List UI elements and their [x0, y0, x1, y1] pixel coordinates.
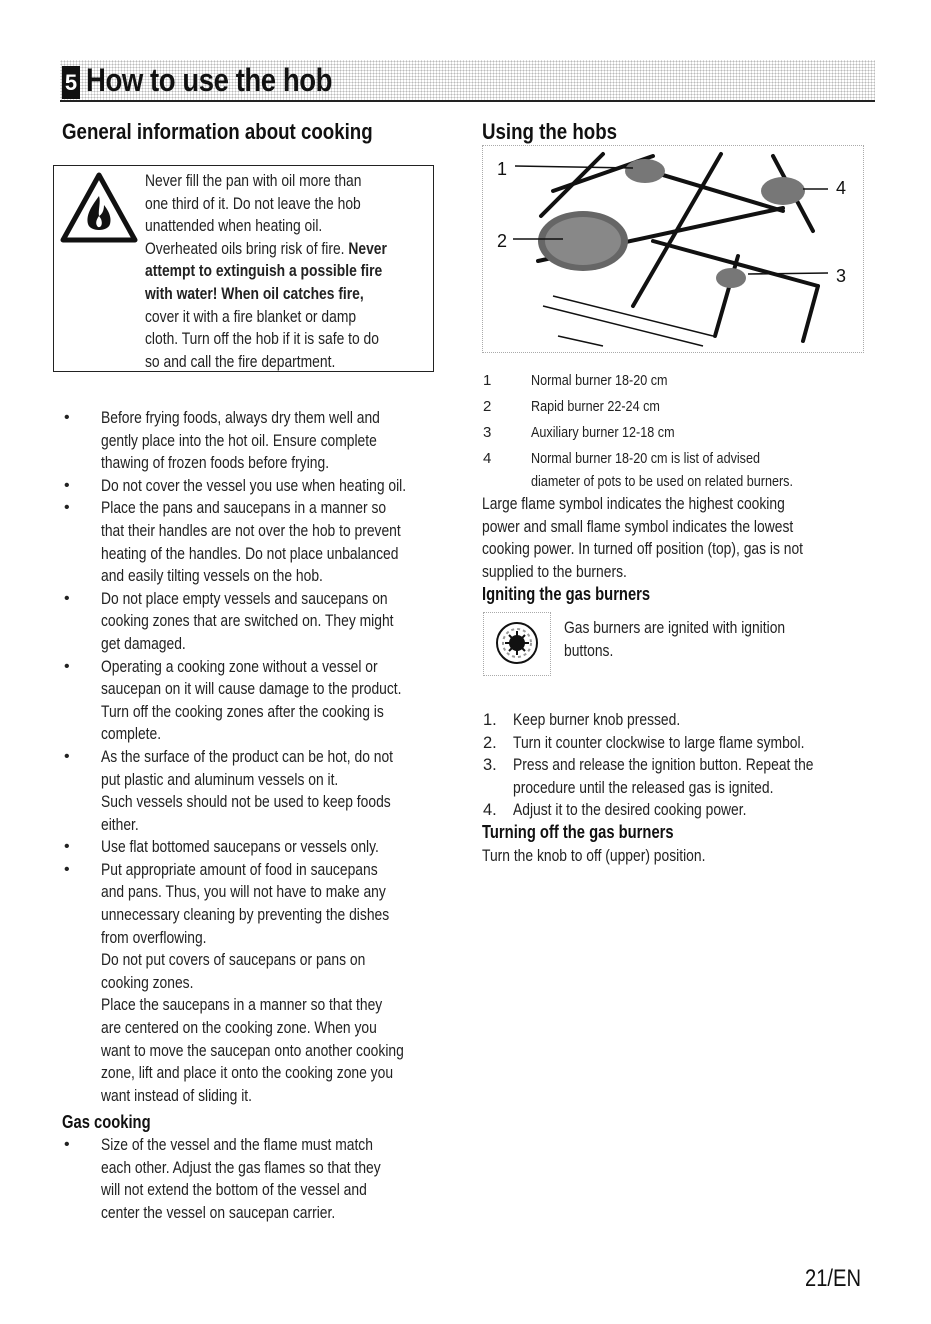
- gas-cooking-heading: Gas cooking: [62, 1112, 151, 1132]
- flame-para-text: supplied to the burners.: [482, 562, 627, 581]
- bullet-line: [101, 814, 462, 837]
- bullet-line: [101, 520, 462, 543]
- bullet-line-text: heating of the handles. Do not place unbalanced: [101, 544, 399, 563]
- bullet-line-text: thawing of frozen foods before frying.: [101, 454, 330, 473]
- igniting-note-line: [564, 617, 864, 640]
- flame-para-line: [482, 561, 872, 584]
- bullet-line-text: Size of the vessel and the flame must match: [101, 1136, 373, 1154]
- bullet-line-text: Place the saucepans in a manner so that they: [101, 996, 383, 1015]
- burner-line-text: diameter of pots to be used on related burners.: [531, 473, 793, 490]
- bullet-line: [101, 407, 462, 430]
- burner-line: [531, 368, 873, 394]
- bullet-line-text: each other. Adjust the gas flames so that they: [101, 1158, 381, 1177]
- bullet-line: [101, 565, 462, 588]
- bullet-line: [101, 588, 462, 611]
- bullet-line-text: Before frying foods, always dry them well and: [101, 409, 380, 427]
- ignition-icon-box: [483, 612, 551, 676]
- warning-line-text: cover it with a fire blanket or damp: [145, 307, 357, 326]
- bullet-line: [101, 949, 462, 972]
- warning-line: [145, 328, 435, 351]
- fire-warning-box: [53, 165, 434, 372]
- bullet-line-text: unnecessary cleaning by preventing the dishes: [101, 906, 390, 925]
- ignition-step: [483, 709, 873, 732]
- bullet-line: [101, 1134, 462, 1157]
- bullet-line: [101, 452, 462, 475]
- bullet-item: [62, 859, 462, 1108]
- bullet-line: [101, 678, 462, 701]
- igniting-heading: Igniting the gas burners: [482, 584, 651, 604]
- bullet-line: [101, 723, 462, 746]
- bullet-line-text: gently place into the hot oil. Ensure complete: [101, 431, 377, 450]
- warning-text: [145, 170, 435, 373]
- bullet-line-text: zone, lift and place it onto the cooking zone you: [101, 1064, 394, 1083]
- bullet-line: [101, 746, 462, 769]
- step-line-text: Keep burner knob pressed.: [513, 711, 681, 729]
- burner-legend-item: [483, 446, 873, 492]
- burner-line-text: Normal burner 18-20 cm is list of advised: [531, 450, 760, 467]
- bullet-line-text: and pans. Thus, you will not have to make any: [101, 883, 386, 902]
- bullet-line-text: cooking zones.: [101, 973, 194, 992]
- igniting-note-line: [564, 640, 864, 663]
- bullet-line-text: want instead of sliding it.: [101, 1086, 253, 1105]
- warning-line: [145, 306, 435, 329]
- warning-line-tail: When oil catches fire,: [217, 284, 364, 303]
- step-line: [513, 709, 873, 732]
- warning-line: [145, 193, 435, 216]
- burner-legend-item: [483, 368, 873, 394]
- gas-cooking-bullet-list: [62, 1134, 462, 1224]
- bullet-line: [101, 994, 462, 1017]
- bullet-line-text: either.: [101, 815, 139, 834]
- step-number: 2.: [483, 733, 497, 752]
- bullet-line: [101, 904, 462, 927]
- step-line: [513, 754, 873, 777]
- turning-off-heading: Turning off the gas burners: [482, 822, 674, 842]
- bullet-line-text: put plastic and aluminum vessels on it.: [101, 770, 339, 789]
- bullet-line-text: Do not put covers of saucepans or pans on: [101, 951, 366, 970]
- bullet-line-text: from overflowing.: [101, 928, 207, 947]
- burner-line: [531, 446, 873, 472]
- bullet-line: [101, 859, 462, 882]
- bullet-line: [101, 1017, 462, 1040]
- bullet-line: [101, 543, 462, 566]
- warning-line-text: unattended when heating oil.: [145, 217, 323, 236]
- burner-number: 3: [483, 424, 492, 441]
- bullet-line: [101, 769, 462, 792]
- step-line-text: procedure until the released gas is ignited.: [513, 778, 774, 797]
- bullet-line: [101, 430, 462, 453]
- step-line: [513, 777, 873, 800]
- fire-warning-icon: [60, 172, 138, 244]
- burner-number: 1: [483, 372, 492, 389]
- bullet-line-text: want to move the saucepan onto another cooking: [101, 1041, 404, 1060]
- step-line: [513, 732, 873, 755]
- bullet-line: [101, 1085, 462, 1108]
- bullet-line: [101, 1040, 462, 1063]
- burner-number: 2: [483, 398, 492, 415]
- bullet-line-text: Place the pans and saucepans in a manner so: [101, 499, 387, 518]
- warning-line-text: cloth. Turn off the hob if it is safe to do: [145, 330, 379, 349]
- section-header: [60, 60, 875, 102]
- ignition-step: [483, 754, 873, 799]
- flame-symbol-paragraph: [482, 493, 872, 583]
- warning-line-text: one third of it. Do not leave the hob: [145, 194, 361, 213]
- warning-line-text: attempt to extinguish a possible fire: [145, 262, 383, 281]
- using-hobs-heading: Using the hobs: [482, 119, 618, 144]
- bullet-line: [101, 610, 462, 633]
- bullet-item: [62, 407, 462, 475]
- bullet-line-text: Do not cover the vessel you use when heating oil.: [101, 476, 407, 495]
- burner-line-text: Normal burner 18-20 cm: [531, 372, 668, 389]
- step-line: [513, 799, 873, 822]
- bullet-line-text: Turn off the cooking zones after the cooking is: [101, 702, 384, 721]
- burner-line-text: Auxiliary burner 12-18 cm: [531, 424, 675, 441]
- ignition-step: [483, 732, 873, 755]
- bullet-line-text: Put appropriate amount of food in saucepans: [101, 860, 378, 879]
- bullet-line-text: cooking zones that are switched on. They might: [101, 612, 394, 631]
- burner-legend-item: [483, 394, 873, 420]
- step-line-text: Turn it counter clockwise to large flame symbol.: [513, 733, 805, 752]
- bullet-item: [62, 836, 462, 859]
- bullet-line-text: and easily tilting vessels on the hob.: [101, 567, 323, 586]
- bullet-line: [101, 927, 462, 950]
- flame-para-text: cooking power. In turned off position (top), gas is not: [482, 540, 804, 559]
- bullet-line-text: complete.: [101, 725, 162, 744]
- bullet-line: [101, 633, 462, 656]
- bullet-line-text: saucepan on it will cause damage to the product.: [101, 680, 402, 699]
- warning-line: [145, 215, 435, 238]
- bullet-line: [101, 791, 462, 814]
- bullet-item: [62, 656, 462, 746]
- warning-line-text: so and call the fire department.: [145, 352, 336, 371]
- warning-line: [145, 238, 435, 261]
- flame-para-line: [482, 516, 872, 539]
- bullet-line: [101, 1202, 462, 1225]
- bullet-item: [62, 475, 462, 498]
- bullet-item: [62, 1134, 462, 1224]
- burner-line-text: Rapid burner 22-24 cm: [531, 398, 660, 415]
- warning-line-text: Never fill the pan with oil more than: [145, 172, 362, 190]
- bullet-line: [101, 972, 462, 995]
- bullet-item: [62, 588, 462, 656]
- warning-line-tail: Never: [344, 239, 387, 258]
- burner-number: 4: [483, 450, 492, 467]
- bullet-line: [101, 1062, 462, 1085]
- hob-diagram: [482, 145, 864, 353]
- burner-legend: [483, 368, 873, 492]
- igniting-note: [564, 617, 864, 662]
- flame-para-text: power and small flame symbol indicates the lowest: [482, 517, 794, 536]
- flame-para-line: [482, 493, 872, 516]
- flame-para-line: [482, 538, 872, 561]
- bullet-line: [101, 701, 462, 724]
- hob-illustration: [483, 146, 865, 354]
- safety-bullet-list: [62, 407, 462, 1107]
- callout-3: 3: [836, 266, 847, 286]
- burner-legend-item: [483, 420, 873, 446]
- turning-off-text: Turn the knob to off (upper) position.: [482, 847, 706, 865]
- warning-line: [145, 283, 435, 306]
- bullet-line-text: Such vessels should not be used to keep foods: [101, 793, 391, 812]
- igniting-note-text: Gas burners are ignited with ignition: [564, 619, 786, 637]
- bullet-item: [62, 746, 462, 836]
- warning-line-text: with water! When oil catches fire,: [145, 284, 364, 303]
- bullet-line: [101, 475, 462, 498]
- ignition-steps: [483, 709, 873, 822]
- bullet-line-text: Use flat bottomed saucepans or vessels only.: [101, 838, 379, 857]
- page-number: 21/EN: [805, 1265, 862, 1292]
- step-line-text: Press and release the ignition button. Repeat the: [513, 756, 814, 775]
- bullet-line-text: that their handles are not over the hob to prevent: [101, 521, 401, 540]
- bullet-line-text: will not extend the bottom of the vessel and: [101, 1181, 367, 1200]
- step-line-text: Adjust it to the desired cooking power.: [513, 801, 747, 820]
- warning-line: [145, 351, 435, 374]
- bullet-line-text: Operating a cooking zone without a vessel or: [101, 657, 378, 676]
- bullet-line: [101, 656, 462, 679]
- bullet-line-text: Do not place empty vessels and saucepans on: [101, 589, 388, 608]
- ignition-step: [483, 799, 873, 822]
- bullet-line-text: get damaged.: [101, 634, 186, 653]
- warning-line: [145, 170, 435, 193]
- step-number: 1.: [483, 711, 497, 729]
- section-title: How to use the hob: [86, 62, 333, 98]
- callout-2: 2: [497, 231, 508, 251]
- bullet-line: [101, 1157, 462, 1180]
- step-number: 4.: [483, 801, 497, 820]
- general-info-heading: General information about cooking: [62, 119, 373, 144]
- bullet-line-text: are centered on the cooking zone. When you: [101, 1019, 377, 1038]
- bullet-line-text: center the vessel on saucepan carrier.: [101, 1203, 336, 1222]
- bullet-line: [101, 881, 462, 904]
- bullet-line-text: As the surface of the product can be hot, do not: [101, 747, 394, 766]
- callout-1: 1: [497, 159, 508, 179]
- flame-para-text: Large flame symbol indicates the highest cooking: [482, 495, 785, 513]
- bullet-line: [101, 497, 462, 520]
- bullet-line: [101, 1179, 462, 1202]
- burner-line: [531, 394, 873, 420]
- bullet-item: [62, 497, 462, 587]
- section-number: 5: [62, 66, 80, 99]
- igniting-note-text: buttons.: [564, 641, 614, 660]
- burner-line: [531, 472, 873, 492]
- ignition-spark-icon: [484, 613, 550, 675]
- step-number: 3.: [483, 756, 497, 775]
- burner-line: [531, 420, 873, 446]
- warning-line: [145, 260, 435, 283]
- warning-line-text: Overheated oils bring risk of fire. Never: [145, 239, 387, 258]
- callout-4: 4: [836, 178, 847, 198]
- bullet-line: [101, 836, 462, 859]
